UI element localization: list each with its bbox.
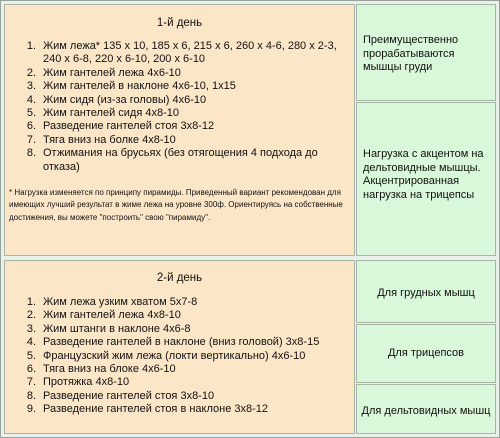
list-item: Разведение гантелей стоя 3х8-10 [43, 389, 215, 402]
day2-triceps-note-cell [356, 324, 496, 383]
list-item: Тяга вниз на болке 4х8-10 [43, 133, 176, 146]
list-item: Отжимания на брусьях (без отягощения 4 подхода до отказа) [43, 147, 318, 173]
list-item: Жим лежа узким хватом 5х7-8 [43, 296, 198, 308]
list-item: Разведение гантелей стоя в наклоне 3х8-12 [43, 403, 269, 416]
list-item: Разведение гантелей в наклоне (вниз головой) 3х8-15 [43, 336, 320, 349]
list-item: Французский жим лежа (локти вертикально) 4х6-10 [43, 349, 306, 362]
list-item: Разведение гантелей стоя 3х8-12 [43, 120, 215, 133]
list-item: Жим лежа* 135 х 10, 185 х 6, 215 х 6, 260 х 4-6, 280 х 2-3, 240 х 6-8, 220 х 6-10, 200 х 6-10 [43, 40, 337, 66]
day2-delts-note-cell [356, 384, 496, 434]
day1-delts-note-cell [356, 102, 496, 256]
day1-title: 1-й день [156, 17, 203, 29]
day1-footnote: * Нагрузка изменяется по принципу пирамиды. Приведенный вариант рекомендован для имеющих лучший результат в жиме лежа на уровне 300ф. Ориентируясь на собственные достижения, вы можете "построить" свою "пирамиду". [9, 188, 343, 222]
list-item: Тяга вниз на блоке 4х6-10 [43, 363, 176, 376]
list-item: Жим гантелей сидя 4х8-10 [43, 107, 179, 120]
day2-program-cell [4, 260, 355, 434]
day1-delts-note: Нагрузка с акцентом на дельтовидные мышцы. Акцентрированная нагрузка на трицепсы [363, 148, 484, 201]
day2-title: 2-й день [156, 272, 203, 284]
day2-chest-note-cell [356, 260, 496, 323]
day2-delts-note: Для дельтовидных мышц [361, 405, 491, 417]
list-item: Жим гантелей в наклоне 4х6-10, 1х15 [43, 80, 236, 93]
day2-triceps-note: Для трицепсов [387, 347, 465, 359]
list-item: Протяжка 4х8-10 [43, 376, 130, 389]
day1-exercise-list [5, 40, 343, 174]
day1-program-cell [4, 4, 355, 256]
day2-chest-note: Для грудных мышц [377, 287, 475, 299]
list-item: Жим штанги в наклоне 4х6-8 [43, 322, 191, 335]
list-item: Жим сидя (из-за головы) 4х6-10 [43, 93, 207, 106]
list-item: Жим гантелей лежа 4х6-10 [43, 66, 181, 79]
day2-exercise-list [5, 296, 355, 417]
list-item: Жим гантелей лежа 4х8-10 [43, 309, 181, 322]
day1-chest-note-cell [356, 4, 496, 101]
day1-chest-note: Преимущественно прорабатываются мышцы груди [363, 34, 459, 73]
